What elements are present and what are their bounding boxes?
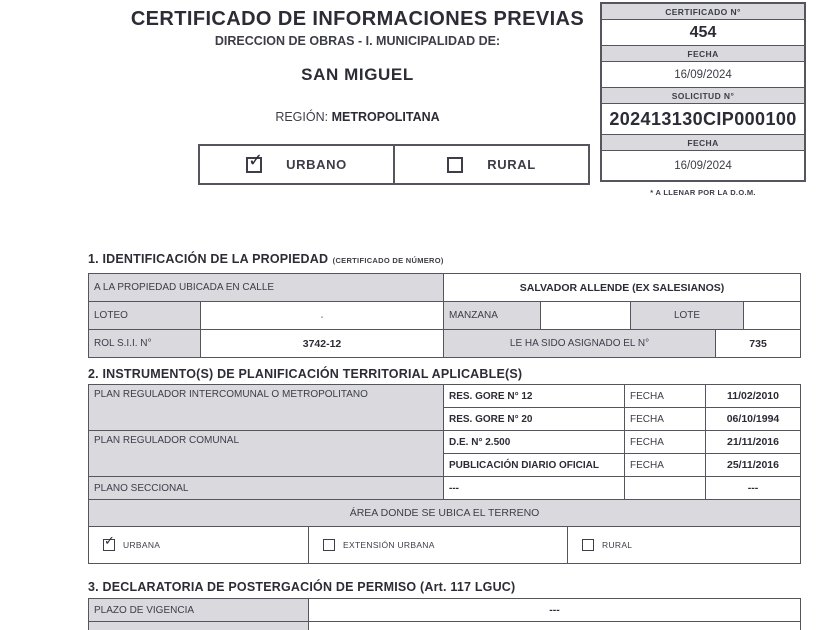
fecha-label: FECHA — [625, 408, 706, 431]
urbano-checkbox[interactable] — [246, 149, 264, 173]
section1-title: 1. IDENTIFICACIÓN DE LA PROPIEDAD — [88, 252, 329, 266]
area-rural-cell — [568, 526, 801, 563]
doc-value: D.E. N° 2.500 — [444, 431, 625, 454]
fecha-label — [625, 477, 706, 500]
fecha-value: 25/11/2016 — [706, 454, 801, 477]
extension-urbana-label: EXTENSIÓN URBANA — [343, 539, 435, 550]
asignado-value: 735 — [716, 330, 801, 358]
fecha-value: 11/02/2010 — [706, 385, 801, 408]
document-title: CERTIFICADO DE INFORMACIONES PREVIAS — [130, 8, 585, 30]
urbana-checkbox[interactable] — [103, 533, 115, 551]
fecha-label: FECHA — [602, 46, 804, 62]
fecha-value: 06/10/1994 — [706, 408, 801, 431]
urbana-label: URBANA — [123, 539, 161, 550]
check-icon: ✓ — [104, 533, 115, 549]
section2-title: 2. INSTRUMENTO(S) DE PLANIFICACIÓN TERRITORIAL APLICABLE(S) — [88, 367, 523, 381]
manzana-value — [541, 302, 631, 330]
lote-value — [744, 302, 801, 330]
table-row — [89, 385, 801, 408]
postergacion-table — [88, 598, 801, 630]
rol-value: 3742-12 — [201, 330, 444, 358]
check-icon: ✓ — [248, 149, 264, 171]
area-banner: ÁREA DONDE SE UBICA EL TERRENO — [89, 499, 801, 526]
region-value: METROPOLITANA — [331, 110, 440, 124]
solicitud-numero-label: SOLICITUD N° — [602, 88, 804, 104]
plazo-vigencia-value: --- — [309, 599, 801, 622]
fecha-label: FECHA — [625, 454, 706, 477]
table-row — [89, 330, 801, 358]
loteo-label: LOTEO — [89, 302, 201, 330]
property-table — [88, 273, 801, 358]
doc-value: PUBLICACIÓN DIARIO OFICIAL — [444, 454, 625, 477]
plazo-vigencia-label: PLAZO DE VIGENCIA — [89, 599, 309, 622]
certificate-number-box — [600, 2, 806, 182]
terrain-area-table — [88, 499, 801, 564]
table-row — [89, 499, 801, 526]
plano-seccional-label: PLANO SECCIONAL — [89, 477, 444, 500]
document-subtitle: DIRECCION DE OBRAS - I. MUNICIPALIDAD DE: — [214, 34, 501, 48]
section1-title-note: (CERTIFICADO DE NÚMERO) — [332, 256, 444, 265]
table-row — [89, 477, 801, 500]
doc-value: RES. GORE N° 12 — [444, 385, 625, 408]
region-label: REGIÓN: — [275, 110, 329, 124]
cutoff-row-label — [89, 622, 309, 630]
section-postergacion — [88, 580, 800, 630]
doc-value: RES. GORE N° 20 — [444, 408, 625, 431]
rural-label: RURAL — [487, 157, 536, 172]
fecha-label: FECHA — [625, 385, 706, 408]
plan-comunal-label: PLAN REGULADOR COMUNAL — [89, 431, 444, 477]
plan-intercomunal-label: PLAN REGULADOR INTERCOMUNAL O METROPOLITANO — [89, 385, 444, 431]
section3-title: 3. DECLARATORIA DE POSTERGACIÓN DE PERMISO (Art. 117 LGUC) — [88, 580, 516, 594]
rol-label: ROL S.I.I. N° — [89, 330, 201, 358]
fecha-value: --- — [706, 477, 801, 500]
zone-urbano-cell — [200, 146, 393, 183]
lote-label: LOTE — [631, 302, 744, 330]
fecha2-value: 16/09/2024 — [674, 159, 732, 172]
rural-area-label: RURAL — [602, 539, 633, 550]
fecha-value: 21/11/2016 — [706, 431, 801, 454]
fecha2-label: FECHA — [602, 135, 804, 151]
extension-urbana-checkbox[interactable] — [323, 539, 335, 551]
section-planificacion — [88, 367, 800, 564]
section-identificacion — [88, 250, 800, 358]
certificado-numero-value: 454 — [602, 20, 804, 46]
table-row — [89, 431, 801, 454]
solicitud-numero-value: 202413130CIP000100 — [602, 104, 804, 135]
dom-footnote: * A LLENAR POR LA D.O.M. — [650, 188, 756, 197]
certificado-numero-label: CERTIFICADO N° — [602, 4, 804, 20]
zone-selector-box — [198, 144, 590, 185]
urbano-label: URBANO — [286, 157, 347, 172]
table-row — [89, 526, 801, 563]
table-row — [89, 599, 801, 622]
street-value: SALVADOR ALLENDE (EX SALESIANOS) — [444, 274, 801, 302]
doc-value: --- — [444, 477, 625, 500]
municipality-name: SAN MIGUEL — [301, 65, 414, 84]
table-row — [89, 302, 801, 330]
table-row — [89, 622, 801, 630]
area-urbana-cell — [89, 526, 309, 563]
cutoff-row-value — [309, 622, 801, 630]
rural-checkbox[interactable] — [447, 157, 463, 173]
region-line — [60, 110, 655, 124]
fecha-label: FECHA — [625, 431, 706, 454]
asignado-label: LE HA SIDO ASIGNADO EL N° — [444, 330, 716, 358]
manzana-label: MANZANA — [444, 302, 541, 330]
planning-instruments-table — [88, 384, 801, 500]
table-row — [89, 274, 801, 302]
document-header — [60, 8, 655, 124]
area-extension-cell — [309, 526, 568, 563]
zone-rural-cell — [393, 146, 588, 183]
loteo-value: . — [201, 302, 444, 330]
street-label: A LA PROPIEDAD UBICADA EN CALLE — [89, 274, 444, 302]
rural-area-checkbox[interactable] — [582, 539, 594, 551]
fecha-value: 16/09/2024 — [602, 62, 804, 88]
